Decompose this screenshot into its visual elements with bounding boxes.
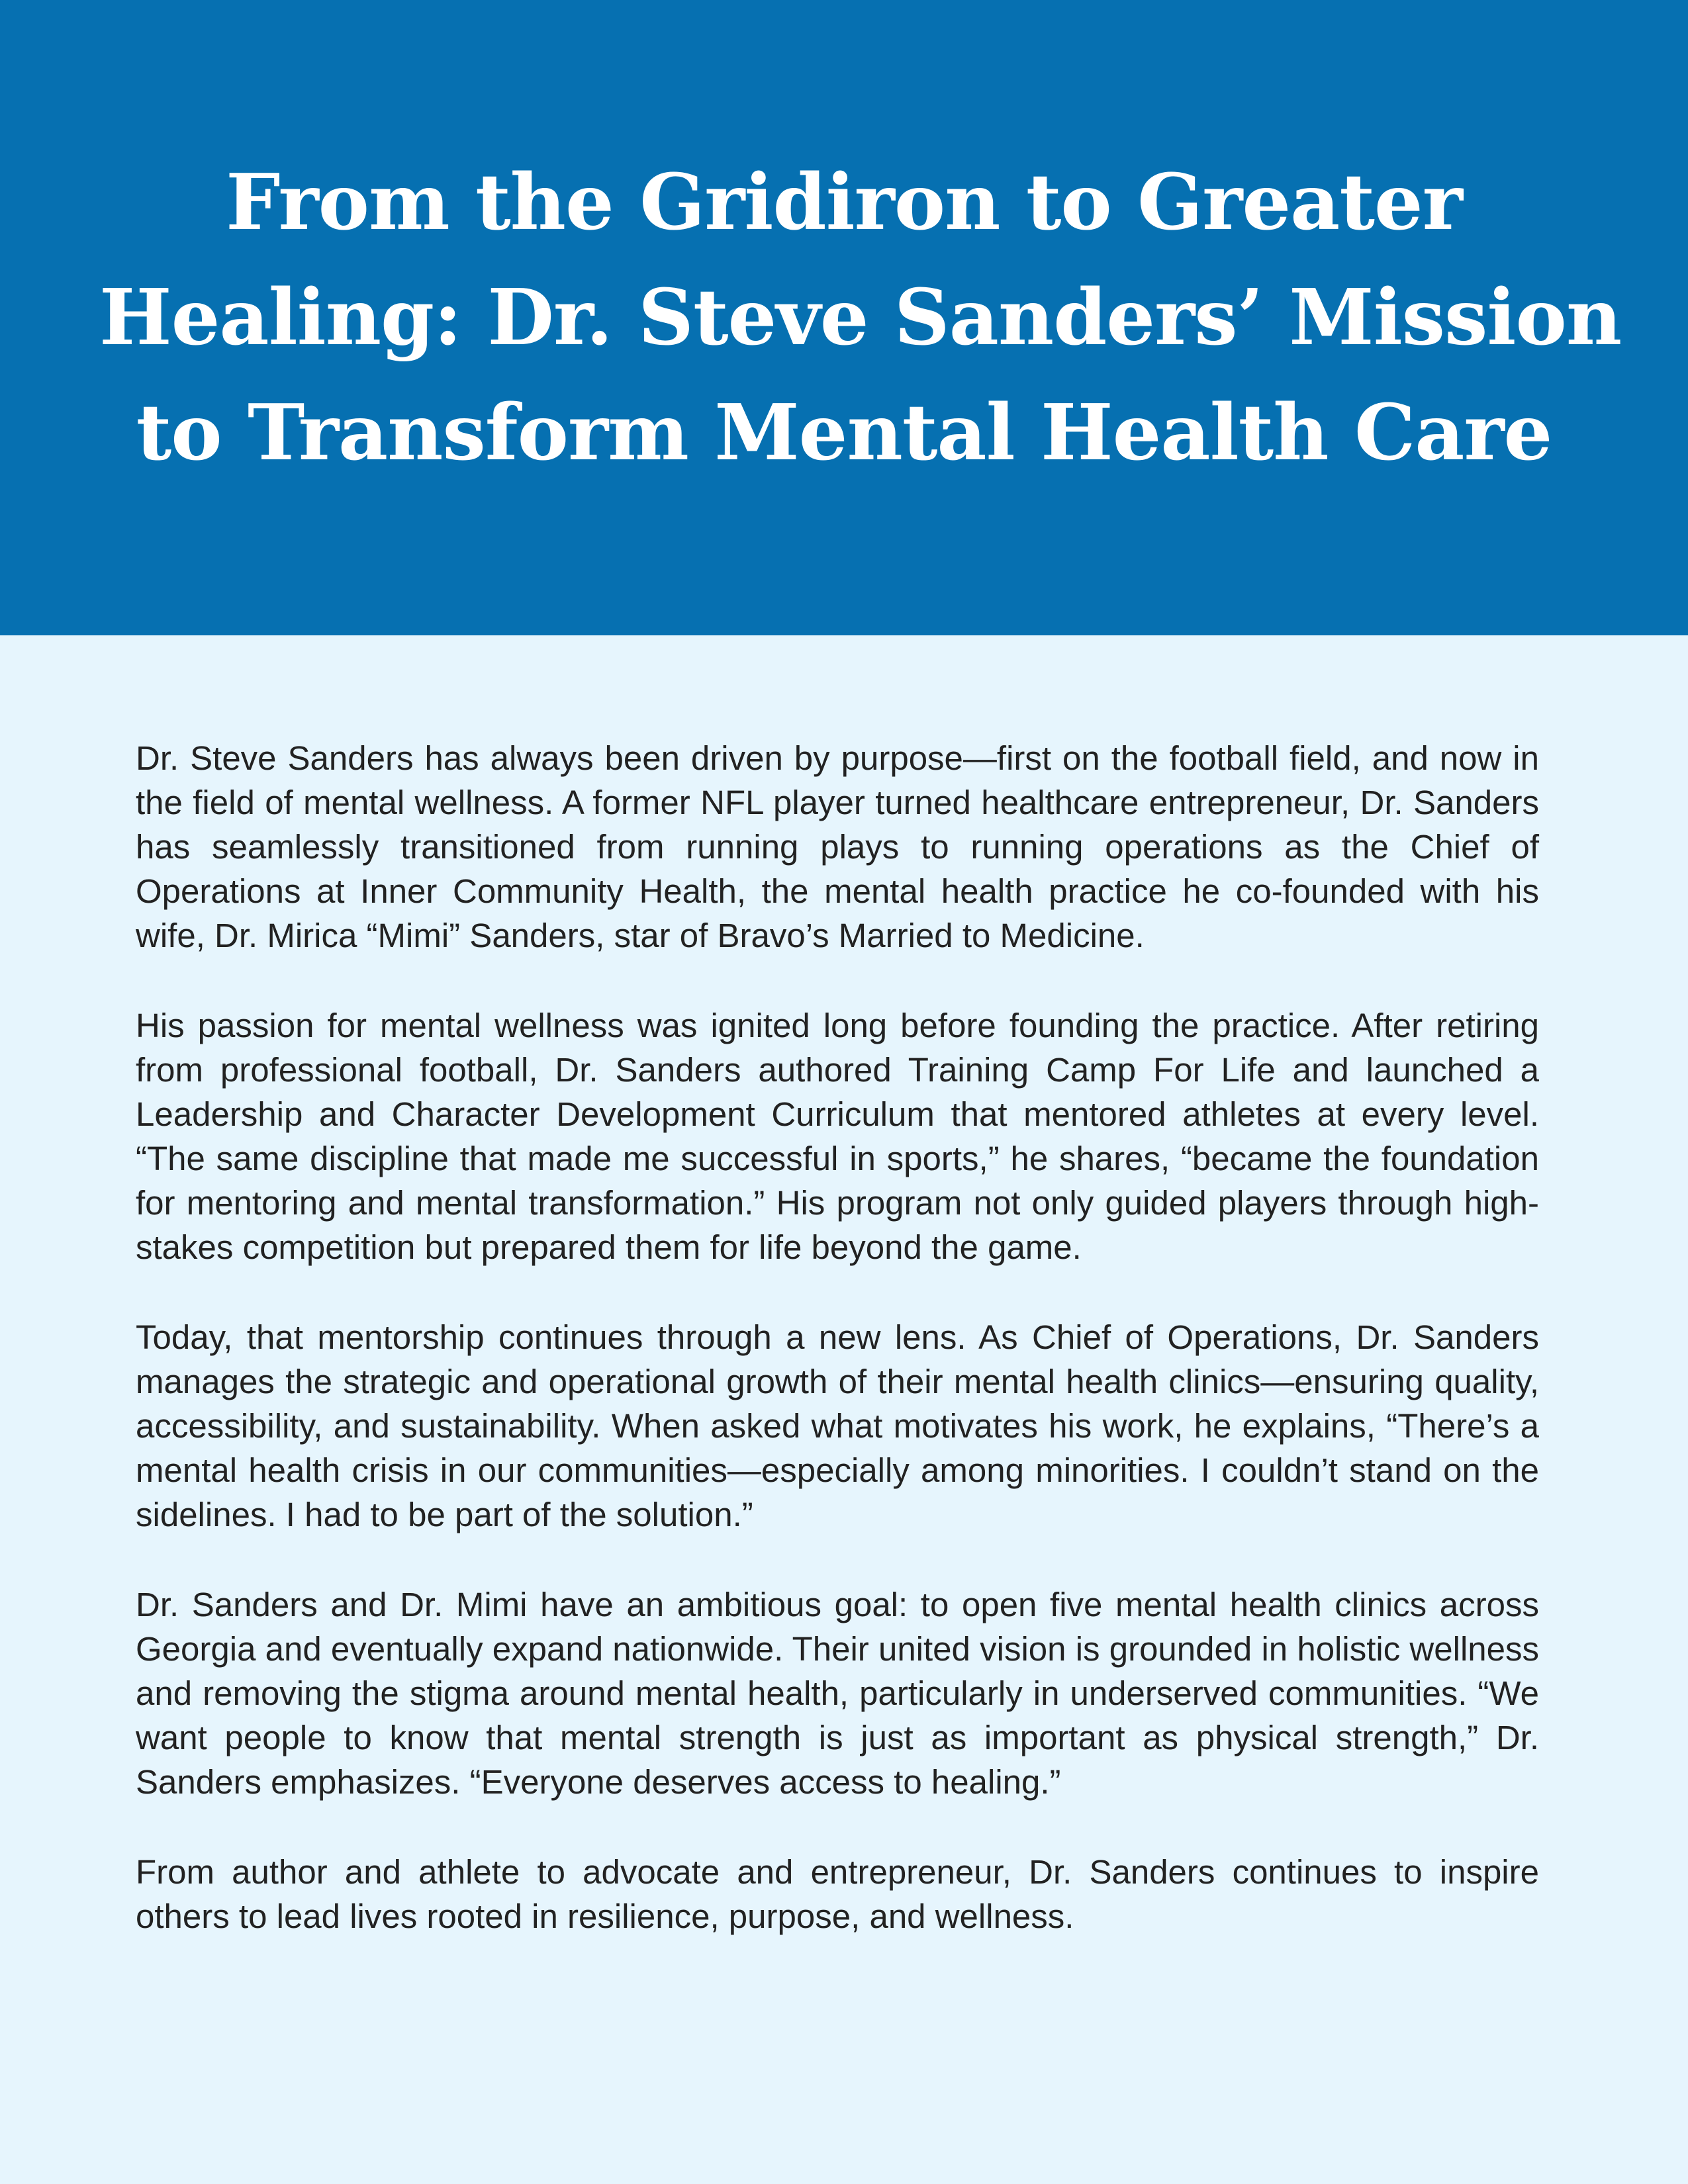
paragraph-1: Dr. Steve Sanders has always been driven by purpose—first on the football field, and now in the field of mental wellness. A former NFL player turned healthcare entrepreneur, Dr. Sanders has seamlessly transitioned from running plays to running operations as the Chief of Operations at Inner Community Health, the mental health practice he co-founded with his wife, Dr. Mirica “Mimi” Sanders, star of Bravo’s Married to Medicine. bbox=[136, 739, 1539, 954]
title-line-1: From the Gridiron to Greater bbox=[226, 158, 1462, 248]
title-line-2: Healing: Dr. Steve Sanders’ Mission bbox=[99, 273, 1622, 363]
paragraph-3: Today, that mentorship continues through a new lens. As Chief of Operations, Dr. Sanders manages the strategic and operational growth of their mental health clinics—ensuring quality, accessibility, and sustainability. When asked what motivates his work, he explains, “There’s a mental health crisis in our communities—especially among minorities. I couldn’t stand on the sidelines. I had to be part of the solution.” bbox=[136, 1318, 1539, 1533]
title-line-3: to Transform Mental Health Care bbox=[136, 388, 1552, 478]
paragraph-2: His passion for mental wellness was ignited long before founding the practice. After retiring from professional football, Dr. Sanders authored Training Camp For Life and launched a Leadership and Character Development Curriculum that mentored athletes at every level. “The same discipline that made me successful in sports,” he shares, “became the foundation for mentoring and mental transformation.” His program not only guided players through high-stakes competition but prepared them for life beyond the game. bbox=[136, 1007, 1539, 1266]
article-body bbox=[136, 736, 1539, 1938]
paragraph-4: Dr. Sanders and Dr. Mimi have an ambitious goal: to open five mental health clinics across Georgia and eventually expand nationwide. Their united vision is grounded in holistic wellness and removing the stigma around mental health, particularly in underserved communities. “We want people to know that mental strength is just as important as physical strength,” Dr. Sanders emphasizes. “Everyone deserves access to healing.” bbox=[136, 1586, 1539, 1801]
paragraph-5: From author and athlete to advocate and entrepreneur, Dr. Sanders continues to inspire others to lead lives rooted in resilience, purpose, and wellness. bbox=[136, 1853, 1539, 1935]
article-title bbox=[99, 145, 1622, 490]
header-banner bbox=[0, 0, 1688, 635]
